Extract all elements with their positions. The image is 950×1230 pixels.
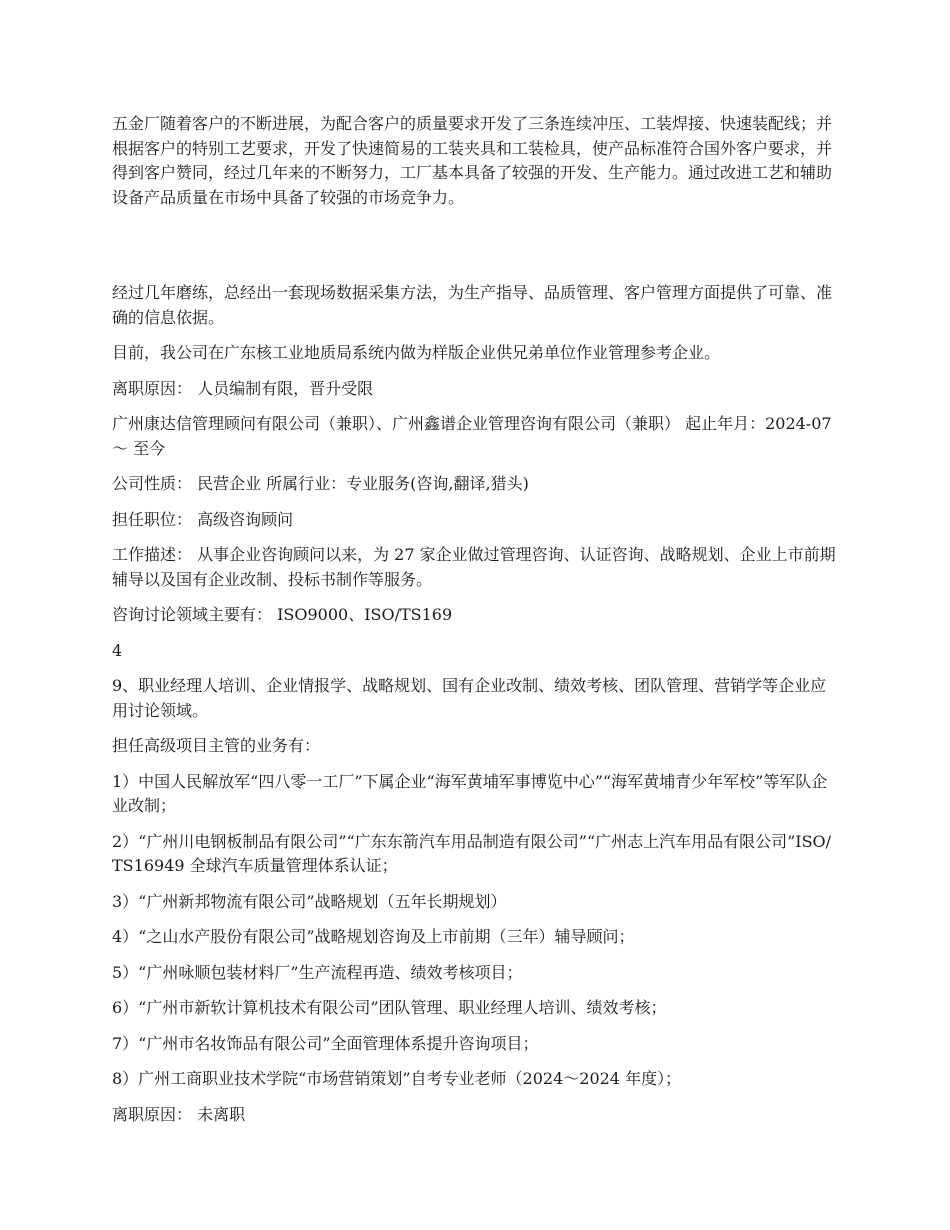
paragraph-position: 担任职位： 高级咨询顾问 <box>112 509 294 529</box>
paragraph-gap <box>112 210 840 281</box>
list-item-project-8: 8）广州工商职业技术学院“市场营销策划”自考专业老师（2024～2024 年度）； <box>112 1069 682 1088</box>
list-item-project-5: 5）“广州咏顺包装材料厂”生产流程再造、绩效考核项目； <box>112 962 523 982</box>
list-item-project-6: 6）“广州市新软计算机技术有限公司”团队管理、职业经理人培训、绩效考核； <box>112 998 667 1017</box>
paragraph-factory-development: 五金厂随着客户的不断进展，为配合客户的质量要求开发了三条连续冲压、工装焊接、快速装配线；并根据客户的特别工艺要求，开发了快速简易的工装夹具和工装检具，使产品标准符合国外客户要求，并得到客户赞同，经过几年来的不断努力，工厂基本具备了较强的开发、生产能力。通过改进工艺和辅助设备产品质量在市场中具备了较强的市场竞争力。 <box>112 114 833 207</box>
paragraph-fragment-4: 4 <box>112 640 123 660</box>
paragraph-company-nature: 公司性质： 民营企业 所属行业：专业服务(咨询,翻译,猎头) <box>112 474 529 493</box>
list-item-project-7: 7）“广州市名妆饰品有限公司”全面管理体系提升咨询项目； <box>112 1033 539 1053</box>
list-item-project-3: 3）“广州新邦物流有限公司”战略规划（五年长期规划） <box>112 891 507 911</box>
paragraph-company-period: 广州康达信管理顾问有限公司（兼职）、广州鑫谱企业管理咨询有限公司（兼职） 起止年月：2024-07 ～ 至今 <box>112 414 832 458</box>
paragraph-projects-heading: 担任高级项目主管的业务有： <box>112 736 321 755</box>
list-item-project-2: 2）“广州川电钢板制品有限公司”“广东东箭汽车用品制造有限公司”“广州志上汽车用品有限公司”ISO/TS16949 全球汽车质量管理体系认证； <box>112 831 832 875</box>
paragraph-job-description: 工作描述： 从事企业咨询顾问以来，为 27 家企业做过管理咨询、认证咨询、战略规划、企业上市前期辅导以及国有企业改制、投标书制作等服务。 <box>112 545 836 589</box>
list-item-project-4: 4）“之山水产股份有限公司”战略规划咨询及上市前期（三年）辅导顾问； <box>112 927 635 946</box>
paragraph-leave-reason-1: 离职原因： 人员编制有限，晋升受限 <box>112 378 374 398</box>
paragraph-fields-continued: 9、职业经理人培训、企业情报学、战略规划、国有企业改制、绩效考核、团队管理、营销学等企业应用讨论领域。 <box>112 676 827 720</box>
paragraph-leave-reason-2: 离职原因： 未离职 <box>112 1104 246 1124</box>
paragraph-model-enterprise: 目前，我公司在广东核工业地质局系统内做为样版企业供兄弟单位作业管理参考企业。 <box>112 343 721 362</box>
paragraph-consulting-fields: 咨询讨论领域主要有： ISO9000、ISO/TS169 <box>112 605 453 624</box>
list-item-project-1: 1）中国人民解放军“四八零一工厂”下属企业“海军黄埔军事博览中心”“海军黄埔青少年军校”等军队企业改制； <box>112 771 828 815</box>
paragraph-data-collection: 经过几年磨练，总经出一套现场数据采集方法，为生产指导、品质管理、客户管理方面提供了可靠、准确的信息依据。 <box>112 283 833 327</box>
